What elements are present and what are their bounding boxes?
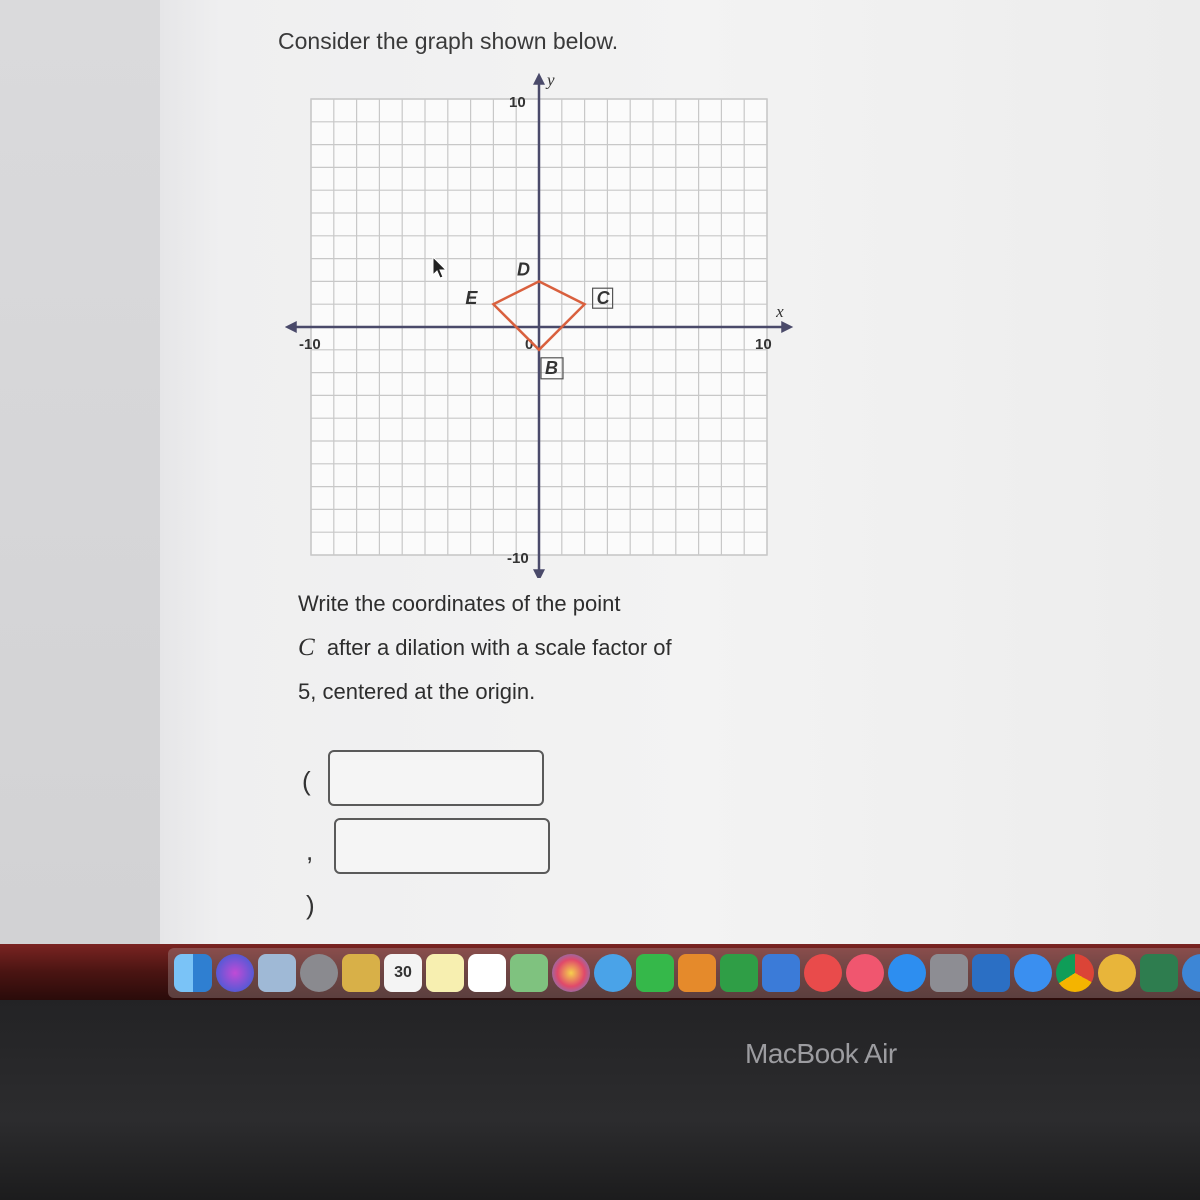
- question-title: Consider the graph shown below.: [278, 28, 619, 54]
- prompt-line-2-text: after a dilation with a scale factor of: [326, 635, 672, 660]
- launchpad-icon[interactable]: [300, 954, 338, 992]
- arrow-app-icon[interactable]: [1140, 954, 1178, 992]
- notepad-icon[interactable]: [426, 954, 464, 992]
- numbers-icon[interactable]: [720, 954, 758, 992]
- dock: [168, 948, 1200, 998]
- y-max-tick-label: 10: [509, 94, 526, 111]
- vpn-icon[interactable]: [1098, 954, 1136, 992]
- prompt-line-3: [298, 670, 672, 714]
- y-axis-up-arrow-icon: [533, 73, 545, 85]
- x-min-tick-label: -10: [299, 336, 321, 353]
- mouse-cursor-icon: [432, 256, 448, 285]
- x-max-tick-label: 10: [755, 336, 772, 353]
- news-icon[interactable]: [804, 954, 842, 992]
- laptop-bezel: [0, 1000, 1200, 1200]
- finder-icon[interactable]: [174, 954, 212, 992]
- close-paren: ): [306, 890, 315, 920]
- siri-icon[interactable]: [216, 954, 254, 992]
- facetime-icon[interactable]: [636, 954, 674, 992]
- calendar-icon[interactable]: 30: [384, 954, 422, 992]
- macbook-air-label: MacBook Air: [745, 1038, 897, 1069]
- point-label-d: D: [517, 259, 530, 280]
- y-axis-down-arrow-icon: [533, 569, 545, 578]
- x-axis-label: x: [776, 302, 784, 321]
- keynote-icon[interactable]: [762, 954, 800, 992]
- prompt-line-3-text: , centered at the origin.: [310, 679, 536, 704]
- x-axis-right-arrow-icon: [781, 321, 793, 333]
- messages-icon[interactable]: [594, 954, 632, 992]
- scale-factor-value: 5: [298, 679, 311, 704]
- photos-icon[interactable]: [552, 954, 590, 992]
- prompt-line-2: [298, 626, 672, 670]
- music-icon[interactable]: [846, 954, 884, 992]
- x-coordinate-input[interactable]: [328, 750, 544, 806]
- prompt-line-1: Write the coordinates of the point: [298, 591, 621, 616]
- chrome-icon[interactable]: [1056, 954, 1094, 992]
- point-label-c: C: [596, 288, 610, 309]
- maps-icon[interactable]: [510, 954, 548, 992]
- safari-icon[interactable]: [1014, 954, 1052, 992]
- left-panel: [0, 0, 160, 948]
- origin-label: 0: [525, 336, 534, 353]
- reminders-icon[interactable]: [468, 954, 506, 992]
- point-label-b: B: [545, 357, 558, 378]
- point-variable: C: [298, 634, 315, 661]
- point-label-e: E: [465, 288, 478, 309]
- coordinate-graph: [285, 68, 805, 578]
- system-preferences-icon[interactable]: [930, 954, 968, 992]
- comma-separator: ,: [306, 836, 314, 866]
- y-coordinate-input[interactable]: [334, 818, 550, 874]
- trello-icon[interactable]: [972, 954, 1010, 992]
- notes-icon[interactable]: [342, 954, 380, 992]
- app-store-icon[interactable]: [888, 954, 926, 992]
- preview-icon[interactable]: [258, 954, 296, 992]
- y-axis-label: y: [547, 70, 555, 90]
- question-prompt: [298, 582, 672, 714]
- open-paren: (: [302, 766, 311, 796]
- more-icon[interactable]: [1182, 954, 1200, 992]
- y-min-tick-label: -10: [507, 550, 529, 567]
- x-axis-left-arrow-icon: [285, 321, 297, 333]
- keynote-slides-icon[interactable]: [678, 954, 716, 992]
